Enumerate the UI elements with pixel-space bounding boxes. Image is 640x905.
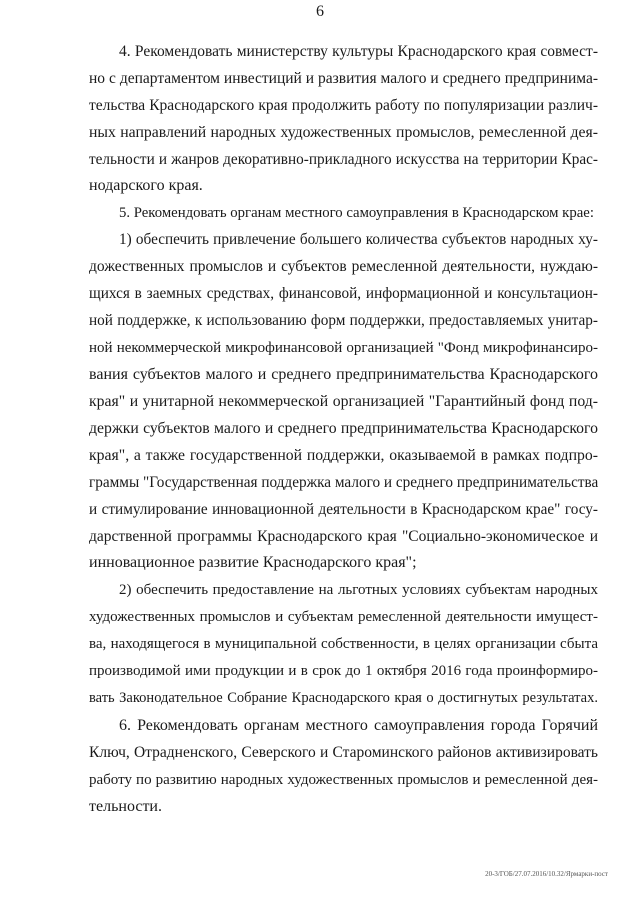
- paragraph-6-line: 6. Рекомендовать органам местного самоуправления города Горячий: [119, 717, 598, 734]
- paragraph-4-line: нодарского края.: [89, 177, 203, 194]
- subparagraph-1-line: инновационное развитие Краснодарского края";: [89, 554, 417, 571]
- document-footer-code: 20-3/ГОБ/27.07.2016/10.32/Ярмарки-пост: [485, 870, 608, 878]
- paragraph-6-line: работу по развитию народных художественных промыслов и ремесленной дея-: [89, 772, 598, 788]
- paragraph-5-line: 5. Рекомендовать органам местного самоуправления в Краснодарском крае:: [119, 205, 594, 221]
- subparagraph-1-line: ной поддержке, к использованию форм поддержки, предоставляемых унитар-: [89, 312, 598, 329]
- subparagraph-1-line: дожественных промыслов и субъектов ремесленной деятельности, нуждаю-: [89, 258, 598, 275]
- paragraph-6-line: Ключ, Отрадненского, Северского и Староминского районов активизировать: [89, 744, 598, 761]
- page-number: 6: [316, 3, 324, 20]
- subparagraph-1-line: держки субъектов малого и среднего предпринимательства Краснодарского: [89, 420, 598, 437]
- paragraph-4-line: тельности и жанров декоративно-прикладного искусства на территории Крас-: [89, 151, 598, 168]
- subparagraph-1-line: вания субъектов малого и среднего предпринимательства Краснодарского: [89, 366, 598, 383]
- subparagraph-1-line: края", а также государственной поддержки, оказываемой в рамках подпро-: [89, 447, 598, 464]
- paragraph-4-line: ных направлений народных художественных промыслов, ремесленной дея-: [89, 124, 598, 141]
- subparagraph-1-line: края" и унитарной некоммерческой организацией "Гарантийный фонд под-: [89, 393, 598, 410]
- subparagraph-2-line: производимой ими продукции и в срок до 1 октября 2016 года проинформиро-: [89, 663, 598, 679]
- subparagraph-1-line: 1) обеспечить привлечение большего количества субъектов народных ху-: [119, 231, 598, 248]
- subparagraph-1-line: дарственной программы Краснодарского края "Социально-экономическое и: [89, 528, 598, 545]
- paragraph-4-line: но с департаментом инвестиций и развития малого и среднего предпринима-: [89, 70, 598, 87]
- paragraph-6-line: тельности.: [89, 798, 162, 815]
- subparagraph-1-line: щихся в заемных средствах, финансовой, информационной и консультацион-: [89, 285, 598, 302]
- subparagraph-1-line: граммы "Государственная поддержка малого и среднего предпринимательства: [89, 474, 599, 491]
- subparagraph-1-line: ной некоммерческой микрофинансовой организацией "Фонд микрофинансиро-: [89, 340, 598, 356]
- subparagraph-2-line: 2) обеспечить предоставление на льготных условиях субъектам народных: [119, 582, 598, 598]
- subparagraph-2-line: вать Законодательное Собрание Краснодарского края о достигнутых результатах.: [89, 690, 598, 706]
- subparagraph-2-line: ва, находящегося в муниципальной собственности, в целях организации сбыта: [89, 636, 598, 652]
- paragraph-4-line: 4. Рекомендовать министерству культуры Краснодарского края совмест-: [119, 43, 598, 60]
- subparagraph-1-line: и стимулирование инновационной деятельности в Краснодарском крае" госу-: [89, 501, 598, 518]
- paragraph-4-line: тельства Краснодарского края продолжить работу по популяризации различ-: [89, 97, 598, 114]
- subparagraph-2-line: художественных промыслов и субъектам ремесленной деятельности имущест-: [89, 609, 598, 625]
